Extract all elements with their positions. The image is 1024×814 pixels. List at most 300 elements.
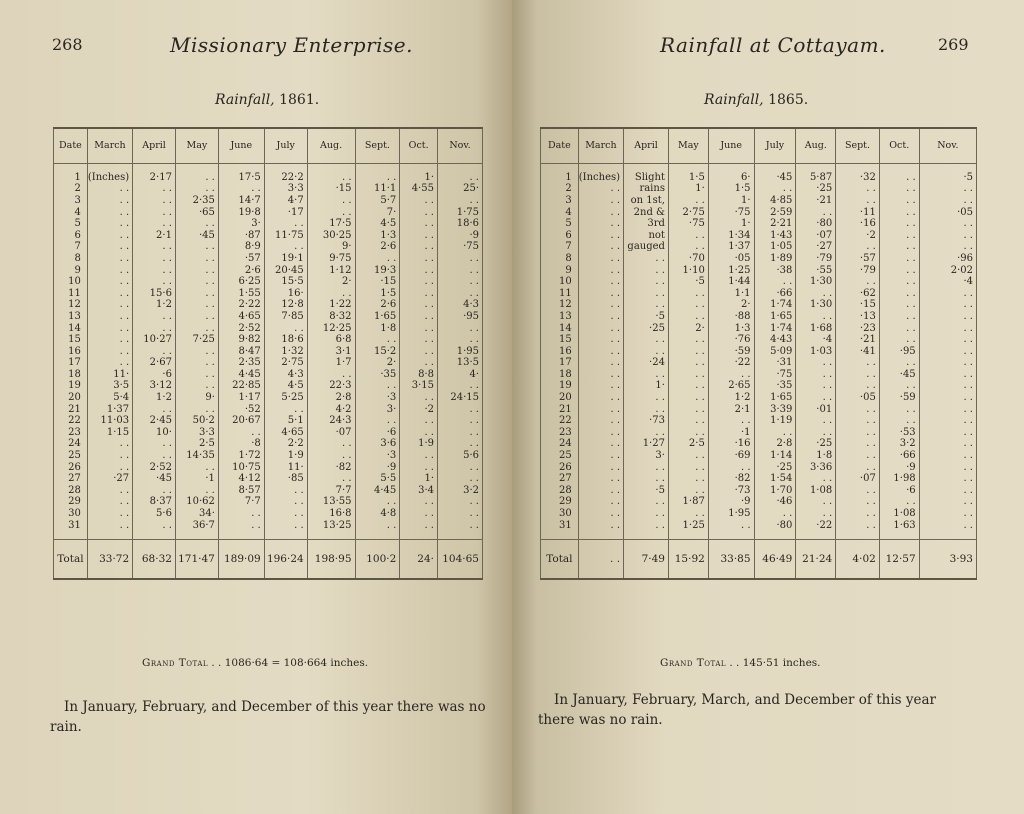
table-cell: 1· — [400, 473, 438, 485]
table-cell: ·57 — [836, 253, 880, 265]
table-cell: 20·67 — [218, 415, 264, 427]
table-cell: . . — [87, 253, 132, 265]
table-cell: . . — [264, 218, 307, 230]
table-cell: 6·8 — [307, 334, 355, 346]
date-cell: 29 — [54, 497, 88, 509]
table-cell: . . — [307, 207, 355, 219]
table-cell: . . — [175, 265, 218, 277]
table-cell: 11· — [264, 462, 307, 474]
table-cell: . . — [624, 253, 669, 265]
table-cell: 1·14 — [754, 450, 796, 462]
table-cell: . . — [175, 358, 218, 370]
table-row — [54, 195, 483, 207]
table-cell: 36·7 — [175, 520, 218, 540]
table-cell: 2· — [355, 358, 400, 370]
table-cell: . . — [796, 392, 836, 404]
table-cell: 3· — [355, 404, 400, 416]
column-header: Nov. — [438, 128, 483, 164]
table-cell: . . — [624, 334, 669, 346]
table-cell: . . — [438, 164, 483, 184]
table-cell: ·88 — [708, 311, 754, 323]
table-cell: 2·8 — [307, 392, 355, 404]
table-row — [54, 427, 483, 439]
table-cell: 5·6 — [133, 508, 176, 520]
table-cell: ·5 — [624, 311, 669, 323]
date-cell: 17 — [541, 358, 579, 370]
table-cell: . . — [754, 508, 796, 520]
rainfall-table-1861 — [53, 127, 483, 580]
table-cell: . . — [919, 415, 976, 427]
column-header: Oct. — [400, 128, 438, 164]
table-row — [541, 415, 977, 427]
table-cell: 2·52 — [218, 323, 264, 335]
rainfall-table-1865 — [540, 127, 977, 580]
table-cell: 2·17 — [133, 164, 176, 184]
table-cell: 10·62 — [175, 497, 218, 509]
table-cell: 14·35 — [175, 450, 218, 462]
table-row — [54, 462, 483, 474]
date-cell: 25 — [541, 450, 579, 462]
caption-label: Rainfall, — [704, 92, 764, 108]
table-cell: . . — [919, 462, 976, 474]
table-cell: ·95 — [438, 311, 483, 323]
table-cell: 1·5 — [708, 184, 754, 196]
table-cell: . . — [668, 195, 708, 207]
table-cell: . . — [668, 358, 708, 370]
table-cell: . . — [578, 184, 623, 196]
table-cell: . . — [879, 497, 919, 509]
table-cell: . . — [624, 300, 669, 312]
table-cell: . . — [624, 392, 669, 404]
table-cell: . . — [175, 242, 218, 254]
table-cell: . . — [879, 164, 919, 184]
total-label: Total — [54, 540, 88, 580]
table-row — [54, 311, 483, 323]
table-cell: ·59 — [708, 346, 754, 358]
table-cell: ·25 — [624, 323, 669, 335]
table-cell: . . — [624, 288, 669, 300]
table-cell: . . — [919, 439, 976, 451]
date-cell: 10 — [541, 276, 579, 288]
table-cell: 2·67 — [133, 358, 176, 370]
table-cell: . . — [133, 485, 176, 497]
table-cell: ·73 — [624, 415, 669, 427]
table-cell: 1·27 — [624, 439, 669, 451]
table-cell: ·45 — [879, 369, 919, 381]
table-cell: 11·03 — [87, 415, 132, 427]
table-cell: . . — [919, 300, 976, 312]
table-cell: . . — [355, 334, 400, 346]
table-cell: ·05 — [836, 392, 880, 404]
table-cell: ·24 — [624, 358, 669, 370]
table-row — [54, 230, 483, 242]
table-cell: ·6 — [879, 485, 919, 497]
table-cell: . . — [400, 520, 438, 540]
table-cell: 1·12 — [307, 265, 355, 277]
table-cell: . . — [400, 508, 438, 520]
table-cell: 1·74 — [754, 300, 796, 312]
table-cell: . . — [400, 265, 438, 277]
table-cell: . . — [796, 415, 836, 427]
table-cell: 4·5 — [355, 218, 400, 230]
table-cell: . . — [175, 346, 218, 358]
table-cell: . . — [133, 323, 176, 335]
table-cell: ·1 — [175, 473, 218, 485]
date-cell: 11 — [541, 288, 579, 300]
date-cell: 31 — [541, 520, 579, 540]
table-cell: 1·10 — [668, 265, 708, 277]
table-row — [54, 520, 483, 540]
table-cell: . . — [578, 450, 623, 462]
table-cell: 20·45 — [264, 265, 307, 277]
table-cell: 2·2 — [264, 439, 307, 451]
date-cell: 13 — [541, 311, 579, 323]
table-cell: . . — [87, 358, 132, 370]
table-cell: . . — [87, 520, 132, 540]
date-cell: 28 — [54, 485, 88, 497]
table-cell: 11· — [87, 369, 132, 381]
table-row — [541, 195, 977, 207]
table-cell: 4·55 — [400, 184, 438, 196]
date-cell: 6 — [541, 230, 579, 242]
table-cell: 1·8 — [355, 323, 400, 335]
table-cell: 1·2 — [708, 392, 754, 404]
table-cell: . . — [400, 253, 438, 265]
total-cell: 33·72 — [87, 540, 132, 580]
table-cell: ·45 — [175, 230, 218, 242]
table-cell: ·57 — [218, 253, 264, 265]
total-cell: 12·57 — [879, 540, 919, 580]
table-cell: 2·35 — [218, 358, 264, 370]
table-cell: . . — [87, 462, 132, 474]
table-cell: . . — [796, 288, 836, 300]
table-cell: ·38 — [754, 265, 796, 277]
table-cell: . . — [919, 358, 976, 370]
table-row — [541, 184, 977, 196]
table-cell: 14·7 — [218, 195, 264, 207]
table-cell: . . — [879, 381, 919, 393]
table-row — [54, 184, 483, 196]
table-cell: . . — [879, 242, 919, 254]
table-caption — [215, 92, 319, 108]
table-cell: 19·1 — [264, 253, 307, 265]
table-cell: . . — [87, 184, 132, 196]
table-cell: . . — [754, 276, 796, 288]
table-cell: 1·43 — [754, 230, 796, 242]
table-cell: . . — [133, 520, 176, 540]
table-cell: . . — [879, 218, 919, 230]
table-cell: 1·25 — [668, 520, 708, 540]
table-cell: 30·25 — [307, 230, 355, 242]
table-cell: ·79 — [796, 253, 836, 265]
table-cell: ·22 — [796, 520, 836, 540]
date-cell: 25 — [54, 450, 88, 462]
column-header: April — [624, 128, 669, 164]
table-cell: ·21 — [836, 334, 880, 346]
table-row — [541, 381, 977, 393]
table-cell: 1·5 — [668, 164, 708, 184]
table-cell: 1·89 — [754, 253, 796, 265]
table-cell: ·13 — [836, 311, 880, 323]
total-cell: 24· — [400, 540, 438, 580]
table-cell: . . — [175, 164, 218, 184]
table-row — [541, 497, 977, 509]
table-cell: 1·70 — [754, 485, 796, 497]
table-cell: ·66 — [754, 288, 796, 300]
table-row — [541, 242, 977, 254]
table-cell: . . — [438, 334, 483, 346]
table-cell: . . — [355, 381, 400, 393]
table-cell: . . — [578, 346, 623, 358]
table-cell: . . — [175, 311, 218, 323]
table-cell: . . — [438, 497, 483, 509]
table-cell: . . — [264, 520, 307, 540]
table-row — [541, 427, 977, 439]
total-cell: 171·47 — [175, 540, 218, 580]
table-cell: 1·44 — [708, 276, 754, 288]
table-cell: 9· — [175, 392, 218, 404]
table-cell: . . — [355, 164, 400, 184]
date-cell: 11 — [54, 288, 88, 300]
table-row — [541, 358, 977, 370]
table-cell: 4·12 — [218, 473, 264, 485]
date-cell: 8 — [541, 253, 579, 265]
table-cell: 25· — [438, 184, 483, 196]
table-cell: ·27 — [87, 473, 132, 485]
table-cell: . . — [879, 288, 919, 300]
table-cell: 2·75 — [668, 207, 708, 219]
table-cell: . . — [133, 265, 176, 277]
table-cell: ·6 — [133, 369, 176, 381]
table-cell: . . — [624, 369, 669, 381]
table-cell: . . — [578, 288, 623, 300]
total-cell: 3·93 — [919, 540, 976, 580]
table-cell: ·80 — [796, 218, 836, 230]
date-cell: 27 — [541, 473, 579, 485]
table-cell: 17·5 — [218, 164, 264, 184]
table-cell: not — [624, 230, 669, 242]
table-cell: ·25 — [796, 439, 836, 451]
table-cell: 1·05 — [754, 242, 796, 254]
table-cell: 15·2 — [355, 346, 400, 358]
table-cell: . . — [919, 218, 976, 230]
table-cell: . . — [87, 288, 132, 300]
table-cell: 2·6 — [355, 242, 400, 254]
table-cell: . . — [796, 207, 836, 219]
table-cell: 1·3 — [355, 230, 400, 242]
table-cell: ·45 — [754, 164, 796, 184]
caption-year: 1865. — [768, 92, 809, 108]
table-cell: ·3 — [355, 392, 400, 404]
table-row — [54, 392, 483, 404]
table-row — [541, 265, 977, 277]
table-cell: . . — [578, 276, 623, 288]
table-cell: 1·3 — [708, 323, 754, 335]
table-cell: ·11 — [836, 207, 880, 219]
table-cell: . . — [218, 184, 264, 196]
table-cell: . . — [87, 265, 132, 277]
table-cell: . . — [668, 473, 708, 485]
table-row — [54, 497, 483, 509]
grand-total-value: . . 145·51 inches. — [729, 657, 821, 669]
table-cell: 4·8 — [355, 508, 400, 520]
table-cell: . . — [87, 207, 132, 219]
table-cell: . . — [438, 520, 483, 540]
table-cell: 7·7 — [218, 497, 264, 509]
table-cell: . . — [578, 242, 623, 254]
table-cell: . . — [836, 195, 880, 207]
table-cell: . . — [438, 265, 483, 277]
table-cell: 5·4 — [87, 392, 132, 404]
table-cell: ·01 — [796, 404, 836, 416]
table-cell: . . — [624, 497, 669, 509]
table-row — [541, 230, 977, 242]
table-cell: . . — [438, 439, 483, 451]
table-cell: . . — [879, 415, 919, 427]
table-cell: 4·45 — [218, 369, 264, 381]
table-cell: . . — [133, 439, 176, 451]
table-cell: . . — [133, 311, 176, 323]
date-cell: 2 — [541, 184, 579, 196]
table-cell: 8·32 — [307, 311, 355, 323]
table-cell: . . — [919, 404, 976, 416]
date-cell: 14 — [541, 323, 579, 335]
table-cell: ·05 — [919, 207, 976, 219]
table-cell: . . — [87, 485, 132, 497]
column-header: Aug. — [796, 128, 836, 164]
grand-total — [660, 657, 821, 669]
table-cell: 17·5 — [307, 218, 355, 230]
date-cell: 16 — [541, 346, 579, 358]
table-cell: 5·7 — [355, 195, 400, 207]
table-cell: 5·5 — [355, 473, 400, 485]
table-cell: . . — [133, 242, 176, 254]
table-cell: 16· — [264, 288, 307, 300]
table-cell: . . — [307, 288, 355, 300]
table-cell: . . — [879, 230, 919, 242]
date-cell: 15 — [541, 334, 579, 346]
table-cell: . . — [919, 473, 976, 485]
table-cell: 4·2 — [307, 404, 355, 416]
table-cell: ·5 — [919, 164, 976, 184]
total-label: Total — [541, 540, 579, 580]
table-cell: . . — [87, 230, 132, 242]
table-cell: . . — [578, 369, 623, 381]
table-cell: 15·6 — [133, 288, 176, 300]
date-cell: 22 — [541, 415, 579, 427]
column-header: March — [578, 128, 623, 164]
table-cell: . . — [307, 164, 355, 184]
date-cell: 30 — [54, 508, 88, 520]
table-cell: . . — [400, 207, 438, 219]
table-cell: . . — [624, 346, 669, 358]
table-row — [54, 404, 483, 416]
table-cell: 8·37 — [133, 497, 176, 509]
table-cell: 22·85 — [218, 381, 264, 393]
table-cell: ·4 — [919, 276, 976, 288]
table-cell: . . — [879, 195, 919, 207]
table-cell: . . — [175, 485, 218, 497]
table-cell: 3rd — [624, 218, 669, 230]
table-cell: . . — [578, 218, 623, 230]
table-cell: . . — [438, 276, 483, 288]
total-cell: 21·24 — [796, 540, 836, 580]
table-cell: 1·34 — [708, 230, 754, 242]
table-cell: . . — [400, 346, 438, 358]
table-cell: ·82 — [307, 462, 355, 474]
total-cell: 100·2 — [355, 540, 400, 580]
table-cell: 9· — [307, 242, 355, 254]
table-cell: ·23 — [836, 323, 880, 335]
table-cell: . . — [836, 462, 880, 474]
table-cell: . . — [578, 253, 623, 265]
table-cell: . . — [919, 497, 976, 509]
total-cell: 104·65 — [438, 540, 483, 580]
table-cell: ·69 — [708, 450, 754, 462]
table-row — [541, 288, 977, 300]
table-cell: . . — [919, 346, 976, 358]
table-cell: 1·30 — [796, 300, 836, 312]
table-cell: 9·82 — [218, 334, 264, 346]
table-cell: 2·52 — [133, 462, 176, 474]
note-paragraph: In January, February, and December of this year there was no rain. — [50, 699, 486, 735]
table-cell: 18·6 — [264, 334, 307, 346]
date-cell: 28 — [541, 485, 579, 497]
table-cell: (Inches) — [578, 164, 623, 184]
table-cell: . . — [879, 311, 919, 323]
table-cell: 1· — [708, 195, 754, 207]
table-cell: . . — [754, 184, 796, 196]
table-row — [54, 164, 483, 184]
table-cell: ·85 — [264, 473, 307, 485]
table-cell: ·15 — [355, 276, 400, 288]
date-cell: 20 — [54, 392, 88, 404]
date-cell: 1 — [541, 164, 579, 184]
table-cell: ·95 — [879, 346, 919, 358]
table-cell: 10·75 — [218, 462, 264, 474]
table-cell: 1· — [400, 164, 438, 184]
table-cell: . . — [836, 439, 880, 451]
table-cell: 13·5 — [438, 358, 483, 370]
table-cell: 50·2 — [175, 415, 218, 427]
table-cell: . . — [175, 218, 218, 230]
table-cell: ·45 — [133, 473, 176, 485]
table-row — [541, 276, 977, 288]
table-cell: . . — [578, 415, 623, 427]
table-row — [54, 508, 483, 520]
table-cell: . . — [400, 218, 438, 230]
table-cell: . . — [578, 404, 623, 416]
table-cell: . . — [400, 288, 438, 300]
table-cell: ·1 — [708, 427, 754, 439]
table-cell: 3·36 — [796, 462, 836, 474]
table-cell: . . — [400, 497, 438, 509]
table-cell: 1·2 — [133, 300, 176, 312]
table-cell: . . — [400, 323, 438, 335]
table-cell: 3·12 — [133, 381, 176, 393]
table-cell: . . — [355, 253, 400, 265]
table-cell: 1·75 — [438, 207, 483, 219]
table-cell: ·75 — [438, 242, 483, 254]
total-row — [541, 540, 977, 580]
table-cell: 4·43 — [754, 334, 796, 346]
table-cell: . . — [578, 207, 623, 219]
table-row — [541, 218, 977, 230]
total-cell: 15·92 — [668, 540, 708, 580]
running-head: Rainfall at Cottayam. — [660, 33, 886, 57]
table-cell: . . — [87, 346, 132, 358]
table-row — [541, 520, 977, 540]
